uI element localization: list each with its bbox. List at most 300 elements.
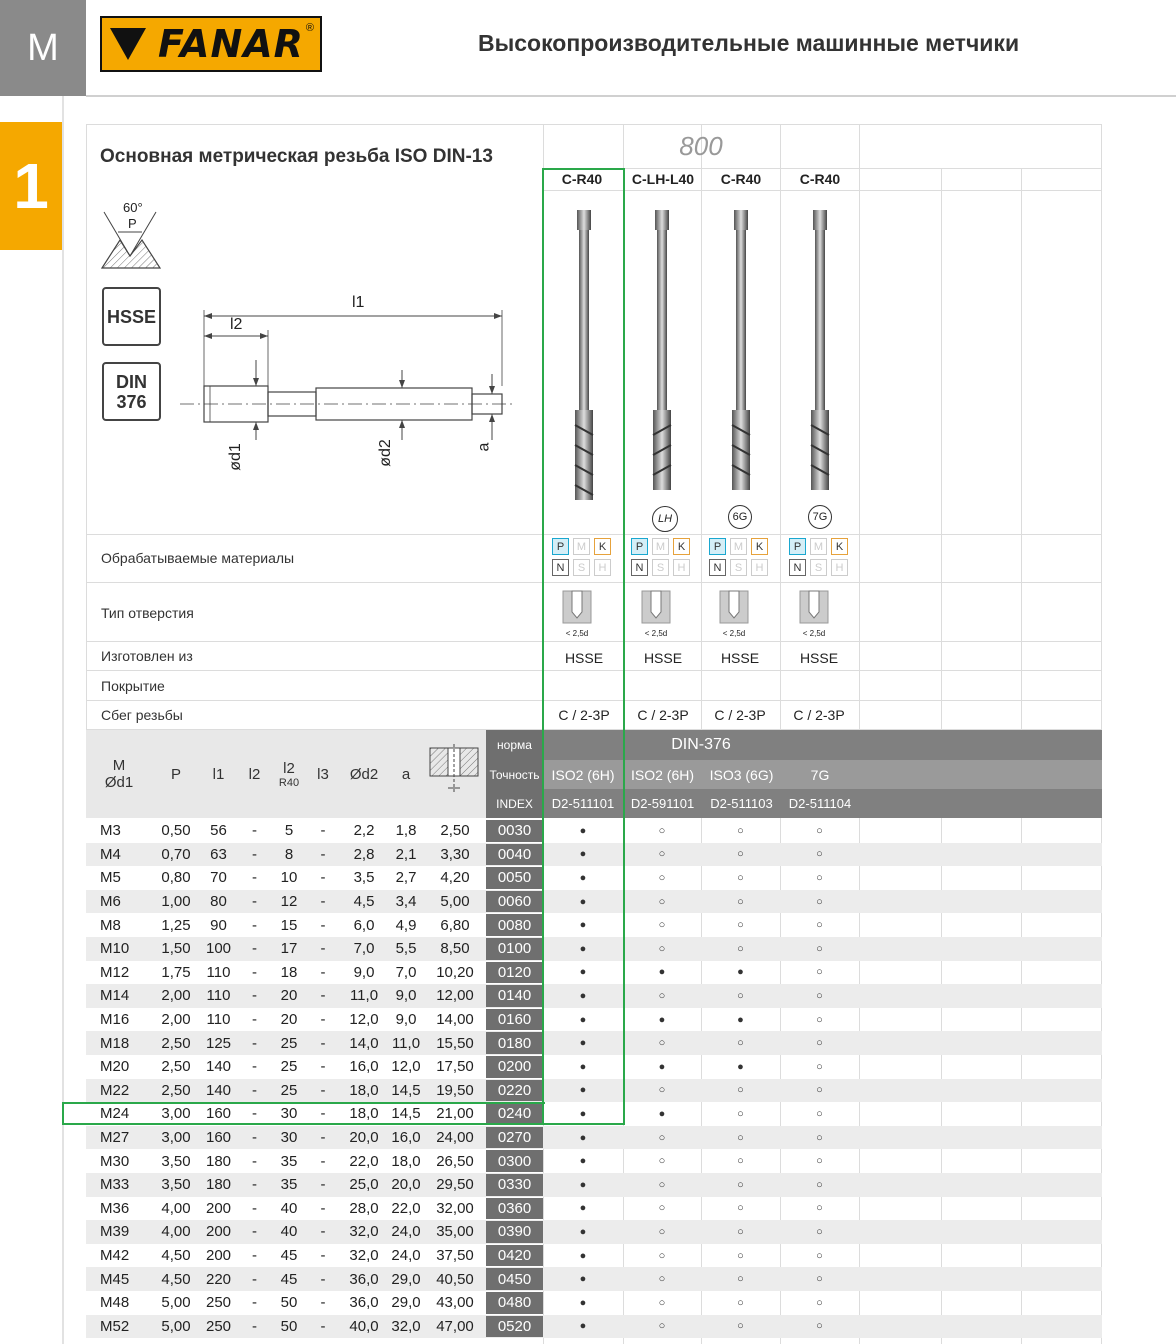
hole-depth-label: < 2,5d	[802, 629, 826, 638]
cell-index: 0220	[486, 1080, 543, 1102]
availability-mark-col1: ●	[579, 942, 587, 955]
cell-d: 26,50	[436, 1152, 474, 1170]
th-m	[86, 730, 152, 818]
availability-mark-col4: ○	[816, 871, 823, 884]
availability-mark-col4: ○	[816, 1320, 823, 1333]
cell-a: 24,0	[391, 1223, 421, 1241]
cell-l1: 180	[205, 1152, 232, 1170]
material-s-col2: S	[652, 559, 669, 576]
cell-p: 1,25	[161, 916, 191, 934]
cell-d: 47,00	[436, 1317, 474, 1335]
availability-mark-col4: ○	[816, 824, 823, 837]
availability-mark-col1: ●	[579, 1178, 587, 1191]
cell-l2r: 40	[280, 1199, 298, 1217]
accuracy-1: ISO2 (6H)	[551, 766, 615, 783]
cell-index: 0330	[486, 1174, 543, 1196]
cell-l3: -	[320, 916, 326, 934]
cell-l2: -	[252, 893, 257, 911]
din-badge-line2: 376	[116, 391, 147, 412]
cell-l1: 200	[205, 1199, 232, 1217]
cell-d: 8,50	[440, 940, 470, 958]
cell-l1: 140	[205, 1058, 232, 1076]
availability-mark-col4: ○	[816, 919, 823, 932]
cell-l1: 110	[206, 963, 231, 981]
cell-l3: -	[320, 1176, 326, 1194]
cell-d2: 7,0	[353, 940, 375, 958]
table-row	[86, 1291, 1102, 1315]
cell-l3: -	[320, 1247, 326, 1265]
cell-index: 0360	[486, 1198, 543, 1220]
table-row	[86, 1267, 1102, 1291]
material-k-col1: K	[594, 538, 611, 555]
cell-a: 5,5	[395, 940, 417, 958]
cell-d: 21,00	[436, 1105, 474, 1123]
table-row	[86, 1173, 1102, 1197]
cell-a: 29,0	[391, 1294, 421, 1312]
materials-label: Обрабатываемые материалы	[101, 550, 295, 566]
availability-mark-col3: ○	[737, 824, 744, 837]
page-title: Высокопроизводительные машинные метчики	[478, 30, 1020, 56]
table-row	[86, 1126, 1102, 1150]
cell-a: 2,1	[395, 845, 417, 863]
cell-a: 24,0	[391, 1247, 421, 1265]
header-divider	[86, 95, 1176, 97]
cell-l2r: 10	[280, 869, 298, 887]
availability-mark-col2: ○	[658, 1320, 666, 1333]
material-h-col3: H	[751, 559, 768, 576]
cell-l1: 110	[206, 1011, 231, 1029]
dim-d1-label: ød1	[226, 443, 244, 471]
availability-mark-col1: ●	[579, 1131, 587, 1144]
cell-l1: 125	[205, 1034, 232, 1052]
norm-empty	[859, 730, 1102, 760]
th-r40-label: R40	[278, 776, 300, 789]
cell-p: 2,00	[161, 1011, 191, 1029]
cell-d: 40,50	[436, 1270, 474, 1288]
dim-l2-label: l2	[230, 316, 243, 333]
cell-l2r: 17	[280, 940, 298, 958]
cell-m: M18	[100, 1034, 130, 1052]
cell-a: 29,0	[391, 1270, 421, 1288]
cell-p: 3,50	[161, 1152, 191, 1170]
material-s-col1: S	[573, 559, 590, 576]
cell-l3: -	[320, 869, 326, 887]
brand-logo	[100, 16, 322, 72]
cell-l2r: 20	[280, 987, 298, 1005]
cell-m: M30	[100, 1152, 130, 1170]
material-n-col1: N	[552, 559, 569, 576]
material-p-col4: P	[789, 538, 806, 555]
availability-mark-col3: ○	[737, 895, 744, 908]
section-number: 1	[0, 122, 62, 250]
dim-a-label: a	[475, 442, 493, 452]
availability-mark-col3: ○	[737, 989, 744, 1002]
blind-hole-icon	[719, 590, 749, 624]
availability-mark-col1: ●	[579, 1249, 587, 1262]
cell-d2: 18,0	[349, 1081, 379, 1099]
availability-mark-col4: ○	[816, 1296, 823, 1309]
cell-l1: 140	[205, 1081, 232, 1099]
cell-m: M42	[100, 1247, 130, 1265]
cell-l3: -	[320, 987, 326, 1005]
cell-d: 2,50	[440, 822, 470, 840]
dim-l1-label: l1	[352, 294, 365, 311]
cell-l2: -	[252, 845, 257, 863]
availability-mark-col2: ●	[658, 966, 666, 979]
col-type-1: C-R40	[561, 171, 603, 187]
cell-l2: -	[252, 1081, 257, 1099]
cell-l3: -	[320, 1294, 326, 1312]
cell-p: 5,00	[161, 1317, 191, 1335]
accuracy-label: Точность	[486, 760, 543, 789]
cell-l2: -	[252, 869, 257, 887]
cell-d2: 14,0	[349, 1034, 379, 1052]
cell-l2r: 40	[280, 1223, 298, 1241]
col-type-4: C-R40	[799, 171, 841, 187]
availability-mark-col1: ●	[579, 989, 587, 1002]
cell-l2: -	[252, 987, 257, 1005]
made-from-2: HSSE	[643, 650, 683, 666]
availability-mark-col4: ○	[816, 1249, 823, 1262]
runout-label: Сбег резьбы	[101, 707, 183, 723]
cell-l3: -	[320, 1011, 326, 1029]
runout-2: C / 2-3P	[637, 707, 689, 723]
availability-mark-col4: ○	[816, 1273, 823, 1286]
cell-d2: 22,0	[349, 1152, 379, 1170]
table-row	[86, 1220, 1102, 1244]
cell-index: 0160	[486, 1009, 543, 1031]
cell-m: M20	[100, 1058, 130, 1076]
th-l3: l3	[317, 765, 329, 783]
availability-mark-col1: ●	[579, 1107, 587, 1120]
cell-index: 0390	[486, 1221, 543, 1243]
cell-l1: 250	[205, 1317, 232, 1335]
drill-diameter-icon	[428, 744, 480, 800]
availability-mark-col3: ○	[737, 1273, 744, 1286]
availability-mark-col3: ●	[737, 1060, 744, 1073]
th-p: P	[170, 765, 181, 783]
cell-m: M33	[100, 1176, 130, 1194]
din-badge	[102, 362, 161, 421]
availability-mark-col1: ●	[579, 1155, 587, 1168]
cell-p: 3,00	[161, 1129, 191, 1147]
col-type-3: C-R40	[720, 171, 762, 187]
blind-hole-icon	[799, 590, 829, 624]
cell-m: M27	[100, 1129, 130, 1147]
material-n-col4: N	[789, 559, 806, 576]
cell-p: 3,00	[161, 1105, 191, 1123]
accuracy-3: ISO3 (6G)	[709, 766, 774, 783]
cell-l3: -	[320, 893, 326, 911]
cell-l2r: 45	[280, 1247, 298, 1265]
tolerance-mark-7g: 7G	[808, 505, 832, 529]
cell-d: 37,50	[436, 1247, 474, 1265]
cell-index: 0080	[486, 914, 543, 936]
cell-m: M36	[100, 1199, 130, 1217]
material-h-col1: H	[594, 559, 611, 576]
section-letter: M	[27, 26, 59, 69]
blind-hole-icon	[641, 590, 671, 624]
cell-l2: -	[252, 1105, 257, 1123]
thread-pitch-label: P	[128, 216, 137, 231]
th-l2: l2	[248, 765, 261, 783]
cell-m: M3	[100, 822, 121, 840]
cell-d2: 3,5	[353, 869, 375, 887]
availability-mark-col2: ○	[658, 989, 666, 1002]
material-m-col3: M	[730, 538, 747, 555]
made-from-label: Изготовлен из	[101, 648, 193, 664]
th-l2-r40	[272, 730, 306, 818]
cell-m: M4	[100, 845, 121, 863]
cell-m: M45	[100, 1270, 130, 1288]
cell-index: 0120	[486, 962, 543, 984]
material-h-col4: H	[831, 559, 848, 576]
availability-mark-col2: ○	[658, 1131, 666, 1144]
availability-mark-col4: ○	[816, 989, 823, 1002]
cell-l2: -	[252, 1247, 257, 1265]
availability-mark-col4: ○	[816, 1178, 823, 1191]
cell-d2: 2,8	[353, 845, 375, 863]
cell-d2: 36,0	[349, 1270, 379, 1288]
cell-l3: -	[320, 822, 326, 840]
cell-d: 5,00	[440, 893, 470, 911]
availability-mark-col4: ○	[816, 1013, 823, 1026]
cell-d: 19,50	[436, 1081, 474, 1099]
cell-l3: -	[320, 1199, 326, 1217]
cell-p: 4,50	[161, 1270, 191, 1288]
cell-index: 0420	[486, 1245, 543, 1267]
cell-p: 0,50	[161, 822, 191, 840]
tap-image-3	[732, 210, 750, 490]
material-n-col2: N	[631, 559, 648, 576]
availability-mark-col1: ●	[579, 1225, 587, 1238]
cell-l2: -	[252, 1223, 257, 1241]
accuracy-2: ISO2 (6H)	[630, 766, 694, 783]
availability-mark-col2: ○	[658, 919, 666, 932]
cell-d: 43,00	[436, 1294, 474, 1312]
index-3: D2-511103	[710, 796, 773, 811]
index-2: D2-591101	[630, 796, 695, 811]
availability-mark-col3: ○	[737, 1202, 744, 1215]
availability-mark-col2: ○	[658, 1178, 666, 1191]
cell-a: 16,0	[391, 1129, 421, 1147]
table-row	[86, 1197, 1102, 1221]
hole-depth-label: < 2,5d	[644, 629, 668, 638]
cell-d2: 6,0	[353, 916, 375, 934]
cell-l3: -	[320, 1317, 326, 1335]
cell-a: 22,0	[391, 1199, 421, 1217]
th-l1: l1	[212, 765, 225, 783]
availability-mark-col2: ○	[658, 1037, 666, 1050]
cell-d2: 20,0	[349, 1129, 379, 1147]
index-label: INDEX	[486, 789, 543, 818]
cell-l3: -	[320, 963, 326, 981]
availability-mark-col1: ●	[579, 966, 587, 979]
made-from-3: HSSE	[720, 650, 760, 666]
cell-p: 3,50	[161, 1176, 191, 1194]
material-m-col1: M	[573, 538, 590, 555]
availability-mark-col1: ●	[579, 824, 587, 837]
material-p-col1: P	[552, 538, 569, 555]
cell-index: 0040	[486, 844, 543, 866]
cell-l2: -	[252, 1129, 257, 1147]
availability-mark-col2: ●	[658, 1107, 666, 1120]
index-1: D2-511101	[551, 796, 615, 811]
cell-l2r: 8	[284, 845, 294, 863]
availability-mark-col1: ●	[579, 848, 587, 861]
cell-l2r: 20	[280, 1011, 298, 1029]
availability-mark-col4: ○	[816, 895, 823, 908]
cell-m: M52	[100, 1317, 130, 1335]
material-k-col3: K	[751, 538, 768, 555]
cell-l3: -	[320, 1105, 326, 1123]
cell-index: 0200	[486, 1056, 543, 1078]
availability-mark-col2: ●	[658, 1060, 666, 1073]
cell-l2: -	[252, 1317, 257, 1335]
availability-mark-col1: ●	[579, 871, 587, 884]
cell-index: 0480	[486, 1292, 543, 1314]
cell-l2: -	[252, 1294, 257, 1312]
cell-p: 5,00	[161, 1294, 191, 1312]
cell-index: 0060	[486, 891, 543, 913]
availability-mark-col3: ○	[737, 1037, 744, 1050]
availability-mark-col3: ●	[737, 1013, 744, 1026]
cell-a: 20,0	[391, 1176, 421, 1194]
availability-mark-col2: ○	[658, 871, 666, 884]
availability-mark-col4: ○	[816, 1202, 823, 1215]
availability-mark-col3: ○	[737, 1178, 744, 1191]
accuracy-4: 7G	[810, 766, 830, 783]
availability-mark-col1: ●	[579, 919, 587, 932]
cell-l1: 80	[210, 893, 227, 911]
th-d2: Ød2	[349, 765, 379, 783]
cell-d2: 32,0	[349, 1223, 379, 1241]
availability-mark-col2: ○	[658, 824, 666, 837]
cell-p: 2,50	[161, 1034, 191, 1052]
runout-4: C / 2-3P	[793, 707, 845, 723]
cell-a: 3,4	[395, 893, 417, 911]
cell-l3: -	[320, 1129, 326, 1147]
tap-image-2	[653, 210, 671, 490]
cell-l2r: 50	[280, 1294, 298, 1312]
cell-index: 0450	[486, 1268, 543, 1290]
availability-mark-col2: ○	[658, 1155, 666, 1168]
cell-index: 0520	[486, 1316, 543, 1338]
availability-mark-col1: ●	[579, 1084, 587, 1097]
cell-d: 29,50	[436, 1176, 474, 1194]
cell-l2r: 18	[280, 963, 298, 981]
col-type-2: C-LH-L40	[631, 171, 695, 187]
cell-a: 12,0	[391, 1058, 421, 1076]
availability-mark-col3: ○	[737, 1107, 744, 1120]
th-d1-label: Ød1	[104, 774, 134, 791]
cell-d: 6,80	[440, 916, 470, 934]
availability-mark-col3: ○	[737, 1296, 744, 1309]
cell-a: 4,9	[395, 916, 417, 934]
cell-a: 14,5	[391, 1105, 421, 1123]
cell-d: 32,00	[436, 1199, 474, 1217]
hole-type-label: Тип отверстия	[101, 605, 194, 621]
cell-l1: 180	[205, 1176, 232, 1194]
cell-d: 12,00	[436, 987, 474, 1005]
cell-l2: -	[252, 916, 257, 934]
availability-mark-col3: ○	[737, 1155, 744, 1168]
cell-p: 4,00	[161, 1223, 191, 1241]
availability-mark-col4: ○	[816, 848, 823, 861]
availability-mark-col1: ●	[579, 1296, 587, 1309]
availability-mark-col1: ●	[579, 1320, 587, 1333]
availability-mark-col3: ○	[737, 1131, 744, 1144]
cell-index: 0300	[486, 1150, 543, 1172]
cell-l1: 200	[205, 1223, 232, 1241]
cell-d: 10,20	[436, 963, 474, 981]
cell-d2: 36,0	[349, 1294, 379, 1312]
cell-a: 2,7	[395, 869, 417, 887]
availability-mark-col1: ●	[579, 1202, 587, 1215]
din-badge-line1: DIN	[116, 371, 147, 392]
cell-a: 32,0	[391, 1317, 421, 1335]
cell-l2r: 12	[280, 893, 298, 911]
cell-l2r: 50	[280, 1317, 298, 1335]
made-from-4: HSSE	[799, 650, 839, 666]
cell-a: 14,5	[391, 1081, 421, 1099]
availability-mark-col1: ●	[579, 895, 587, 908]
tap-image-4	[811, 210, 829, 490]
cell-p: 0,70	[161, 845, 191, 863]
cell-l3: -	[320, 1223, 326, 1241]
availability-mark-col2: ○	[658, 942, 666, 955]
cell-l3: -	[320, 1058, 326, 1076]
cell-d: 35,00	[436, 1223, 474, 1241]
highlight-row	[62, 1102, 545, 1125]
cell-l1: 100	[205, 940, 232, 958]
cell-p: 2,50	[161, 1058, 191, 1076]
coating-label: Покрытие	[101, 678, 165, 694]
availability-mark-col4: ○	[816, 1084, 823, 1097]
cell-a: 9,0	[395, 987, 417, 1005]
cell-l2: -	[252, 1011, 257, 1029]
cell-m: M10	[100, 940, 130, 958]
cell-d2: 16,0	[349, 1058, 379, 1076]
cell-l1: 200	[205, 1247, 232, 1265]
cell-d: 14,00	[436, 1011, 474, 1029]
cell-l2r: 25	[280, 1034, 298, 1052]
material-badge: HSSE	[102, 287, 161, 346]
availability-mark-col2: ○	[658, 1202, 666, 1215]
cell-d2: 40,0	[349, 1317, 379, 1335]
availability-mark-col3: ○	[737, 848, 744, 861]
index-4: D2-511104	[788, 796, 852, 811]
tolerance-mark-6g: 6G	[728, 505, 752, 529]
cell-d2: 28,0	[349, 1199, 379, 1217]
cell-l3: -	[320, 1034, 326, 1052]
availability-mark-col2: ●	[658, 1013, 666, 1026]
cell-m: M6	[100, 893, 121, 911]
cell-l1: 63	[210, 845, 227, 863]
cell-l1: 90	[210, 916, 227, 934]
availability-mark-col2: ○	[658, 1249, 666, 1262]
availability-mark-col3: ○	[737, 1249, 744, 1262]
cell-l2: -	[252, 940, 257, 958]
logo-v-mark-icon	[102, 18, 154, 70]
availability-mark-col1: ●	[579, 1060, 587, 1073]
cell-l3: -	[320, 845, 326, 863]
cell-p: 1,50	[161, 940, 191, 958]
cell-l3: -	[320, 1270, 326, 1288]
cell-l2: -	[252, 1270, 257, 1288]
cell-index: 0240	[486, 1103, 543, 1125]
cell-l2r: 15	[280, 916, 298, 934]
